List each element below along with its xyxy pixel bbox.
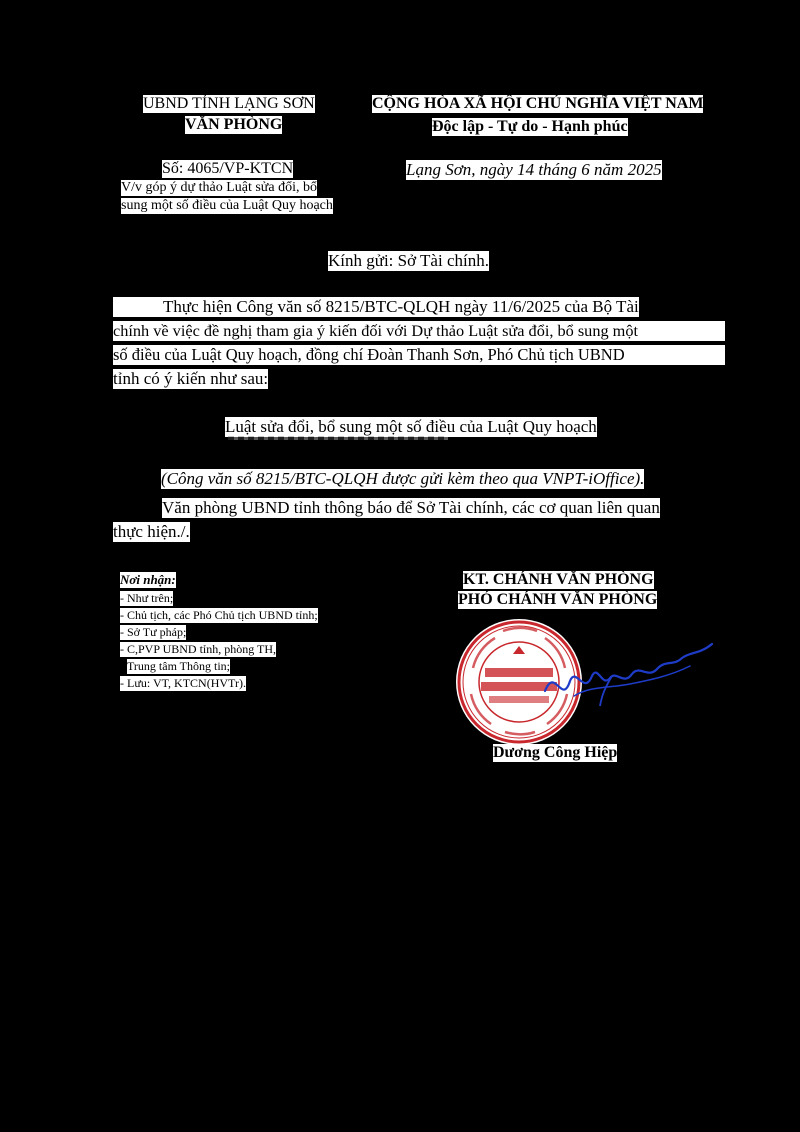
recipient-item: - Sở Tư pháp; <box>120 625 187 639</box>
document-number: Số: 4065/VP-KTCN <box>162 160 294 177</box>
signature-title-1: KT. CHÁNH VĂN PHÒNG <box>463 571 654 588</box>
national-title: CỘNG HÒA XÃ HỘI CHỦ NGHĨA VIỆT NAM <box>372 95 704 112</box>
paragraph-1-line-1 <box>113 297 725 317</box>
org-name: UBND TỈNH LẠNG SƠN <box>143 95 315 112</box>
recipient-item: - Lưu: VT, KTCN(HVTr). <box>120 676 246 690</box>
signer-name: Dương Công Hiệp <box>493 744 618 761</box>
motto-underline <box>432 137 663 138</box>
paragraph-1-line-2: chính về việc đề nghị tham gia ý kiến đối với Dự thảo Luật sửa đổi, bổ sung một <box>113 321 725 341</box>
recipients-heading: Nơi nhận: <box>120 572 176 587</box>
paragraph-1-line-4: tỉnh có ý kiến như sau: <box>113 369 269 388</box>
subject-line-1: V/v góp ý dự thảo Luật sửa đổi, bổ <box>121 180 317 195</box>
recipient-item: - Như trên; <box>120 591 174 605</box>
addressee: Kính gửi: Sở Tài chính. <box>328 251 489 270</box>
law-title: Luật sửa đổi, bổ sung một số điều của Luật Quy hoạch <box>225 417 597 436</box>
paragraph-2-line-2: thực hiện./. <box>113 522 190 541</box>
recipient-item: Trung tâm Thông tin; <box>127 659 231 673</box>
recipient-item: - C,PVP UBND tỉnh, phòng TH, <box>120 642 277 656</box>
faded-text-artifact <box>228 436 448 440</box>
office-name: VĂN PHÒNG <box>185 116 283 133</box>
paragraph-1-line-3: số điều của Luật Quy hoạch, đồng chí Đoàn Thanh Sơn, Phó Chủ tịch UBND <box>113 345 725 365</box>
signature-title-2: PHÓ CHÁNH VĂN PHÒNG <box>458 591 658 608</box>
paragraph-2-line-1: Văn phòng UBND tỉnh thông báo để Sở Tài chính, các cơ quan liên quan <box>162 498 660 517</box>
paragraph-1-line-1-text: Thực hiện Công văn số 8215/BTC-QLQH ngày 11/6/2025 của Bộ Tài <box>163 297 639 316</box>
document-date: Lạng Sơn, ngày 14 tháng 6 năm 2025 <box>406 160 662 179</box>
org-underline <box>185 136 295 137</box>
recipient-item: - Chủ tịch, các Phó Chủ tịch UBND tỉnh; <box>120 608 318 622</box>
attachment-note: (Công văn số 8215/BTC-QLQH được gửi kèm theo qua VNPT-iOffice). <box>161 469 645 488</box>
subject-line-2: sung một số điều của Luật Quy hoạch <box>121 198 333 213</box>
handwritten-signature-icon <box>540 636 715 716</box>
national-motto: Độc lập - Tự do - Hạnh phúc <box>432 118 628 135</box>
